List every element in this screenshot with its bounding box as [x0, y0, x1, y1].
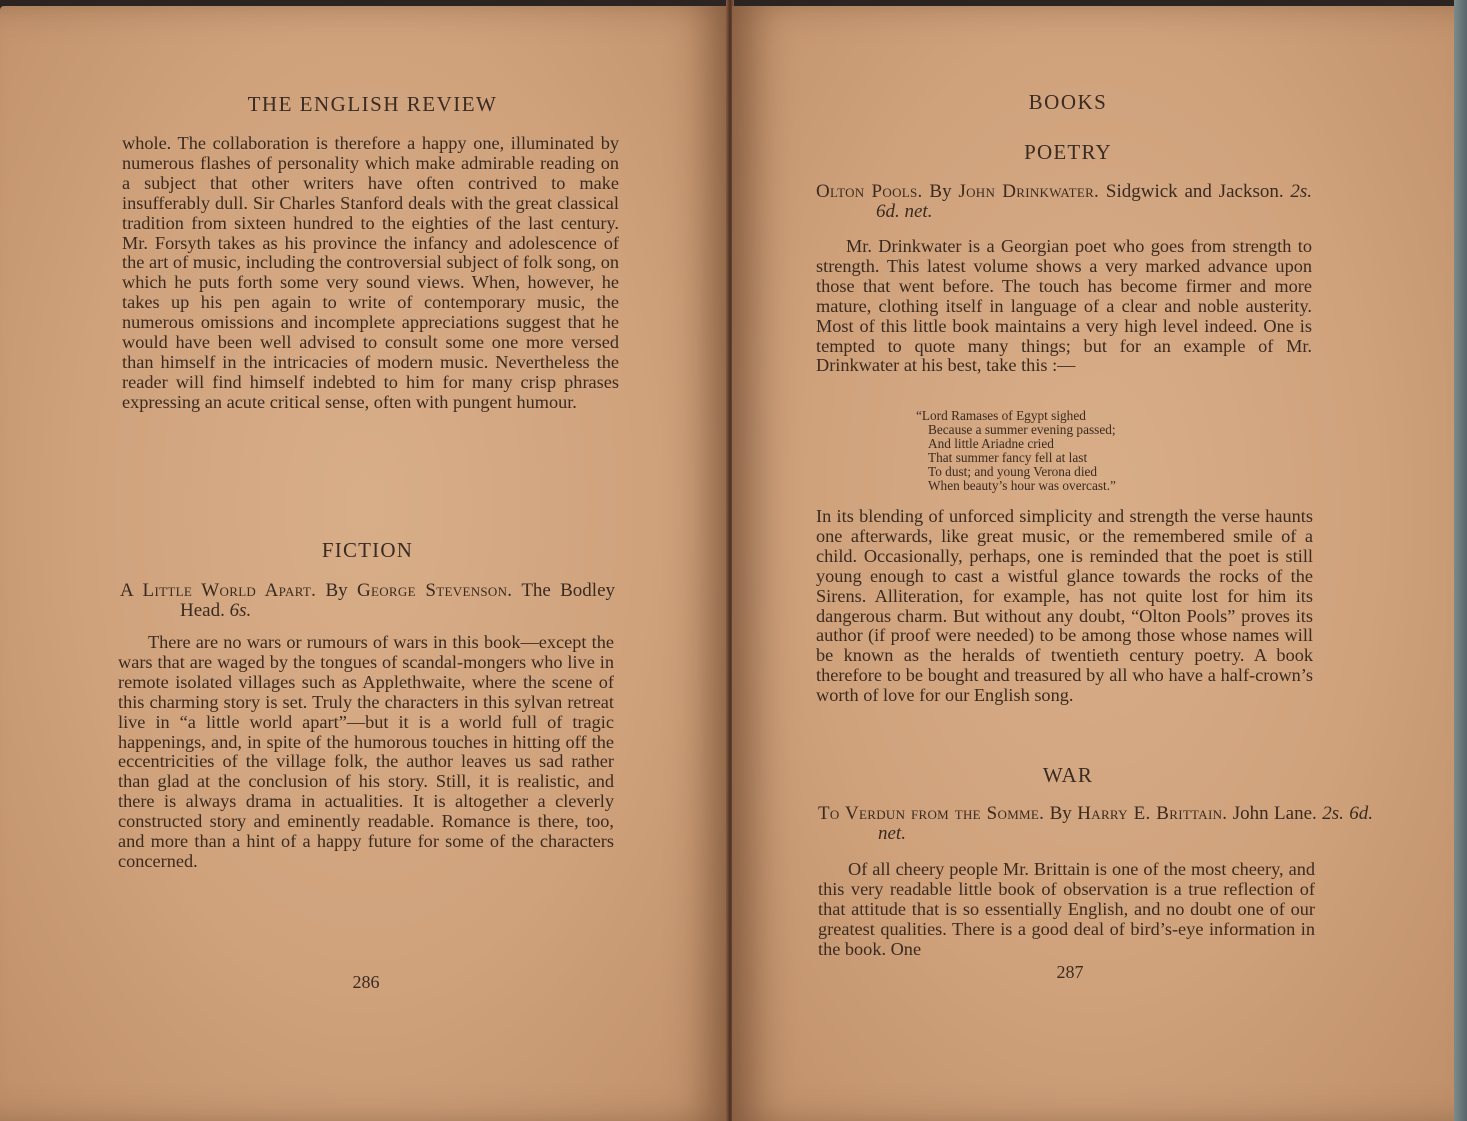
book-author: John Drinkwater. — [958, 181, 1100, 202]
war-review-text — [818, 860, 1315, 960]
page-number-right: 287 — [1056, 962, 1084, 982]
book-entry-war — [818, 804, 1373, 844]
poem-line: When beauty’s hour was overcast.” — [928, 478, 1116, 493]
book-entry-poetry — [816, 182, 1312, 222]
book-title: To Verdun from the Somme. — [818, 803, 1045, 824]
continuation-paragraph: whole. The collaboration is therefore a happy one, illuminated by numerous flashes of personality which make admirable reading on a subject that other writers have often contrived to make insufferably dull. Sir Charles Stanford deals with the great classical tradition from sixteen hundred to the eighties of the last century. Mr. Forsyth takes as his province the infancy and adolescence of the art of music, including the controversial subject of folk song, on which he puts forth some very sound views. When, however, he takes up his pen again to write of contemporary music, the numerous omissions and incomplete appreciations suggest that he would have been well advised to consult some one more versed than himself in the intricacies of modern music. Nevertheless the reader will find himself indebted to him for many crisp phrases expressing an acute critical sense, often with pungent humour. — [122, 133, 619, 412]
poem-line: To dust; and young Verona died — [928, 464, 1098, 479]
section-heading-fiction: FICTION — [321, 538, 414, 562]
book-publisher: Sidgwick and Jackson. — [1105, 181, 1284, 202]
book-title: A Little World Apart. — [120, 580, 317, 601]
poetry-review-text-2 — [816, 507, 1313, 706]
page-number-left: 286 — [352, 972, 380, 992]
book-author: Harry E. Brittain. — [1077, 803, 1228, 824]
cover-edge — [1454, 0, 1467, 1121]
poetry-review-paragraph-2: In its blending of unforced simplicity and strength the verse haunts one afterwards, like great music, or the remembered smile of a child. Occasionally, perhaps, one is reminded that the poet is still young enough to cast a wistful glance towards the rocks of the Sirens. Alliteration, for example, has not quite lost for him its dangerous charm. But without any doubt, “Olton Pools” proves its author (if proof were needed) to be among those whose names will be known as the heralds of twentieth century poetry. A book therefore to be bought and treasured by all who have a half-crown’s worth of love for our English song. — [816, 506, 1313, 706]
book-entry-fiction — [120, 581, 615, 621]
book-author: George Stevenson. — [356, 580, 513, 601]
poetry-review-paragraph-1: Mr. Drinkwater is a Georgian poet who goes from strength to strength. This latest volume shows a very marked advance upon those that went before. The touch has become firmer and more mature, clothing itself in language of a clear and noble austerity. Most of this little book maintains a very high level indeed. One is tempted to quote many things; but for an example of Mr. Drinkwater at his best, take this :— — [816, 236, 1312, 376]
book-price: 2s. 6d. net. — [876, 181, 1313, 222]
section-heading-war: WAR — [1042, 763, 1094, 787]
book-title: Olton Pools. — [816, 181, 923, 202]
fiction-review-paragraph: There are no wars or rumours of wars in this book—except the wars that are waged by the tongues of scandal-mongers who live in remote isolated villages such as Applethwaite, where the scene of this charming story is set. Truly the characters in this sylvan retreat live in “a little world apart”—but it is a world full of tragic happenings, and, in spite of the humorous touches in hitting off the eccentricities of the village folk, the author leaves us sad rather than glad at the conclusion of his story. Still, it is realistic, and there is always drama in actualities. It is altogether a cleverly constructed story and eminently readable. Romance is there, too, and more than a hint of a happy future for some of the characters concerned. — [118, 632, 614, 871]
book-by: By — [325, 580, 348, 601]
poem-line: Because a summer evening passed; — [928, 422, 1116, 437]
book-price: 6s. — [229, 600, 252, 621]
left-continuation-text — [122, 134, 619, 413]
poem-line: That summer fancy fell at last — [928, 450, 1088, 465]
right-page — [732, 6, 1454, 1121]
poetry-review-text — [816, 237, 1312, 376]
fiction-review-text — [118, 633, 614, 872]
book-publisher: The Bodley Head. — [180, 580, 616, 621]
book-by: By — [1049, 803, 1072, 824]
left-page — [0, 6, 730, 1121]
poem-line: And little Ariadne cried — [928, 436, 1054, 451]
book-price: 2s. 6d. net. — [878, 803, 1374, 844]
book-publisher: John Lane. — [1232, 803, 1317, 824]
book-by: By — [929, 181, 952, 202]
running-head-right: BOOKS — [1028, 90, 1108, 114]
section-heading-poetry: POETRY — [1024, 140, 1112, 164]
poem-line: “Lord Ramases of Egypt sighed — [916, 408, 1086, 423]
war-review-paragraph: Of all cheery people Mr. Brittain is one of the most cheery, and this very readable little book of observation is a true reflection of that attitude that is so essentially English, and no doubt one of our greatest qualities. There is a good deal of bird’s-eye information in the book. One — [818, 859, 1315, 959]
running-head-left: THE ENGLISH REVIEW — [247, 92, 498, 116]
poem-quote — [916, 409, 1116, 493]
